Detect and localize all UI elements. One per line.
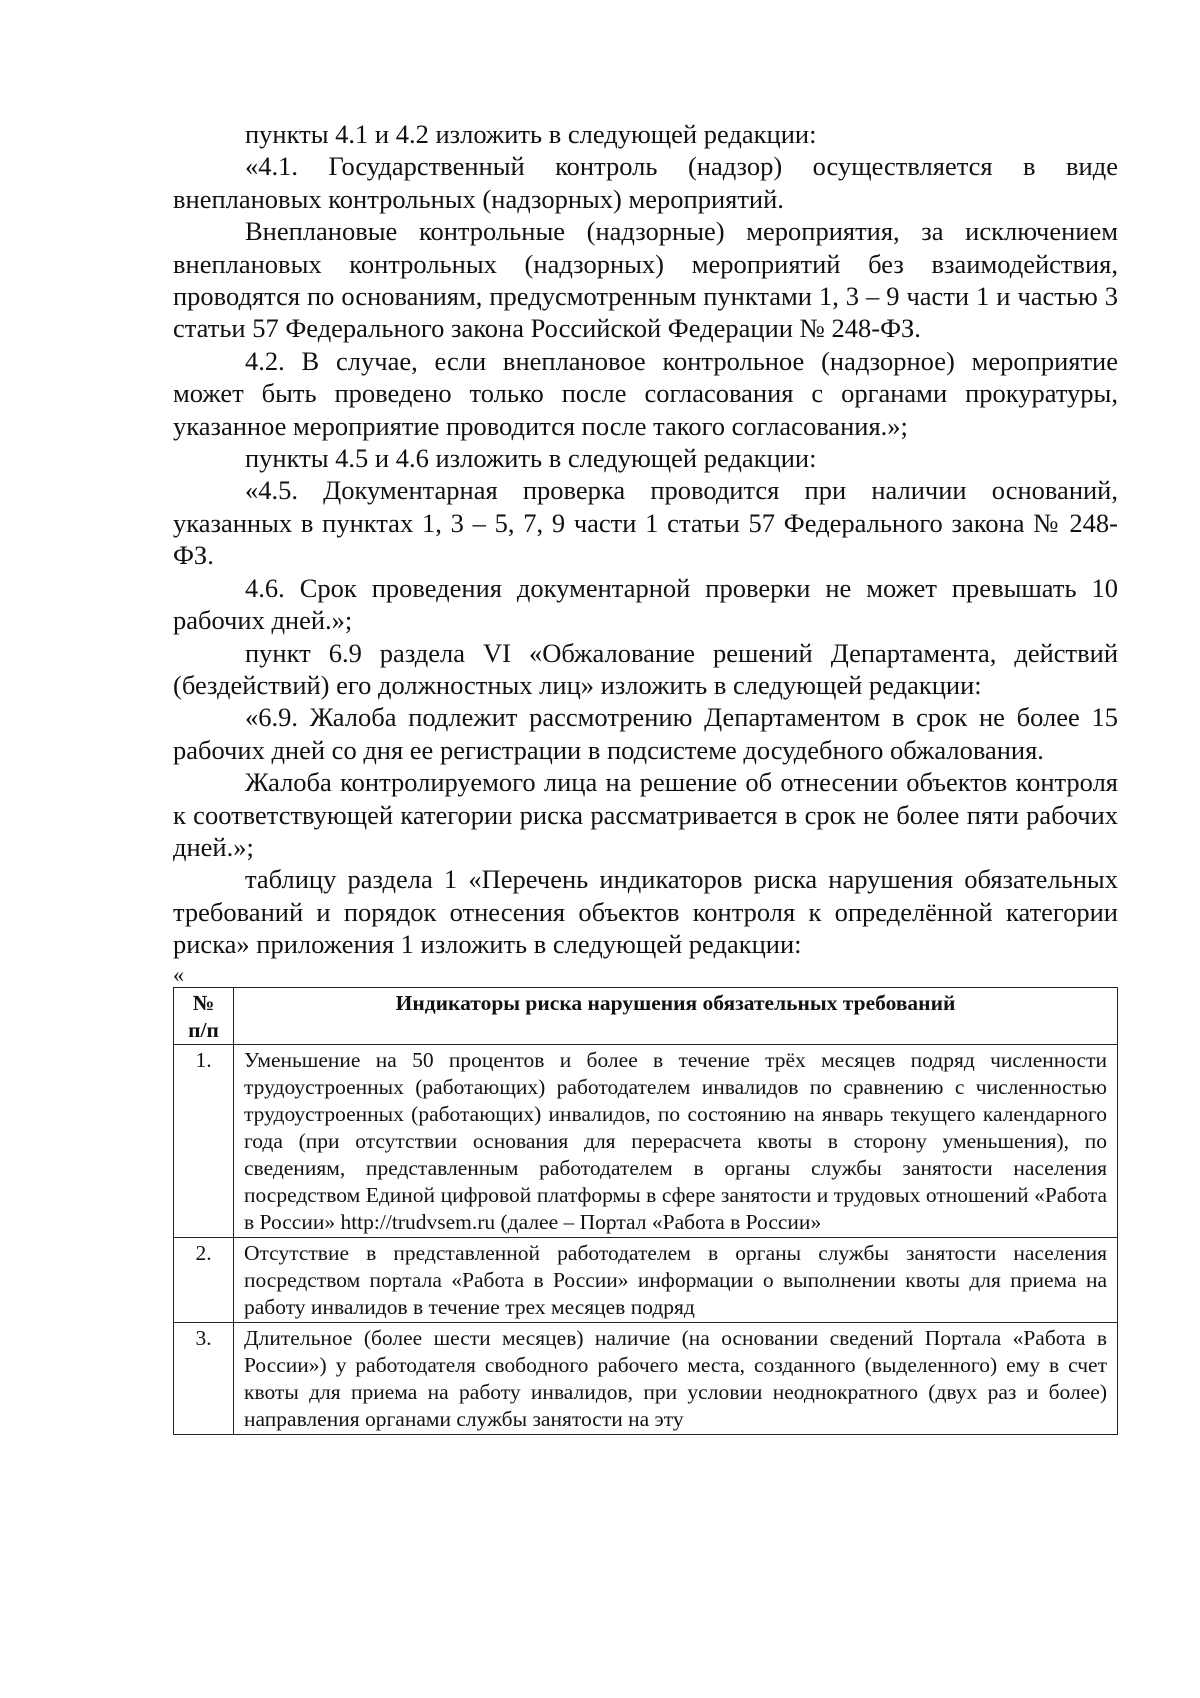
paragraph-7: 4.6. Срок проведения документарной проверки не может превышать 10 рабочих дней.»; [173,572,1118,636]
row-number: 2. [174,1237,234,1322]
risk-indicators-table [173,987,1118,1435]
paragraph-1: пункты 4.1 и 4.2 изложить в следующей редакции: [245,119,817,149]
paragraph-10: Жалоба контролируемого лица на решение об отнесении объектов контроля к соответствующей категории риска рассматривается в срок не более пяти рабочих дней.»; [173,767,1118,862]
row-text: Отсутствие в представленной работодателем в органы службы занятости населения посредством портала «Работа в России» информации о выполнении квоты для приема на работу инвалидов в течение трех месяцев подряд [234,1237,1118,1322]
paragraph-3: Внеплановые контрольные (надзорные) мероприятия, за исключением внеплановых контрольных (надзорных) мероприятий без взаимодействия, проводятся по основаниям, предусмотренным пунктами 1, 3 – 9 части 1 и частью 3 статьи 57 Федерального закона Российской Федерации № 248-ФЗ. [173,216,1118,344]
header-indicator: Индикаторы риска нарушения обязательных требований [234,987,1118,1044]
paragraph-11: таблицу раздела 1 «Перечень индикаторов риска нарушения обязательных требований и порядок отнесения объектов контроля к определённой категории риска» приложения 1 изложить в следующей редакции: [173,864,1118,960]
row-number: 3. [174,1322,234,1434]
row-text: Длительное (более шести месяцев) наличие (на основании сведений Портала «Работа в России») у работодателя свободного рабочего места, созданного (выделенного) ему в счет квоты для приема на работу инвалидов, при условии неоднократного (двух раз и более) направления органами службы занятости на эту [234,1322,1118,1434]
table-row [174,1237,1118,1322]
table-row [174,1322,1118,1434]
table-header-row [174,987,1118,1044]
paragraph-2: «4.1. Государственный контроль (надзор) осуществляется в виде внеплановых контрольных (надзорных) мероприятий. [173,151,1118,214]
paragraph-9: «6.9. Жалоба подлежит рассмотрению Департаментом в срок не более 15 рабочих дней со дня ее регистрации в подсистеме досудебного обжалования. [173,702,1118,765]
table-row [174,1044,1118,1237]
header-number: № п/п [174,987,234,1044]
row-number: 1. [174,1044,234,1237]
paragraph-6: «4.5. Документарная проверка проводится при наличии оснований, указанных в пунктах 1, 3 – 5, 7, 9 части 1 статьи 57 Федерального закона № 248-ФЗ. [173,475,1118,571]
paragraph-4: 4.2. В случае, если внеплановое контрольное (надзорное) мероприятие может быть проведено только после согласования с органами прокуратуры, указанное мероприятие проводится после такого согласования.»; [173,345,1118,441]
paragraph-8: пункт 6.9 раздела VI «Обжалование решений Департамента, действий (бездействий) его должностных лиц» изложить в следующей редакции: [173,637,1118,700]
paragraph-5: пункты 4.5 и 4.6 изложить в следующей редакции: [245,443,817,474]
document-page [173,118,1118,1435]
opening-quote-mark: « [173,961,184,987]
row-text: Уменьшение на 50 процентов и более в течение трёх месяцев подряд численности трудоустроенных (работающих) работодателем инвалидов по сравнению с численностью трудоустроенных (работающих) инвалидов, по состоянию на январь текущего календарного года (при отсутствии основания для перерасчета квоты в сторону уменьшения), по сведениям, представленным работодателем в органы службы занятости населения посредством Единой цифровой платформы в сфере занятости и трудовых отношений «Работа в России» http://trudvsem.ru (далее – Портал «Работа в России» [234,1044,1118,1237]
